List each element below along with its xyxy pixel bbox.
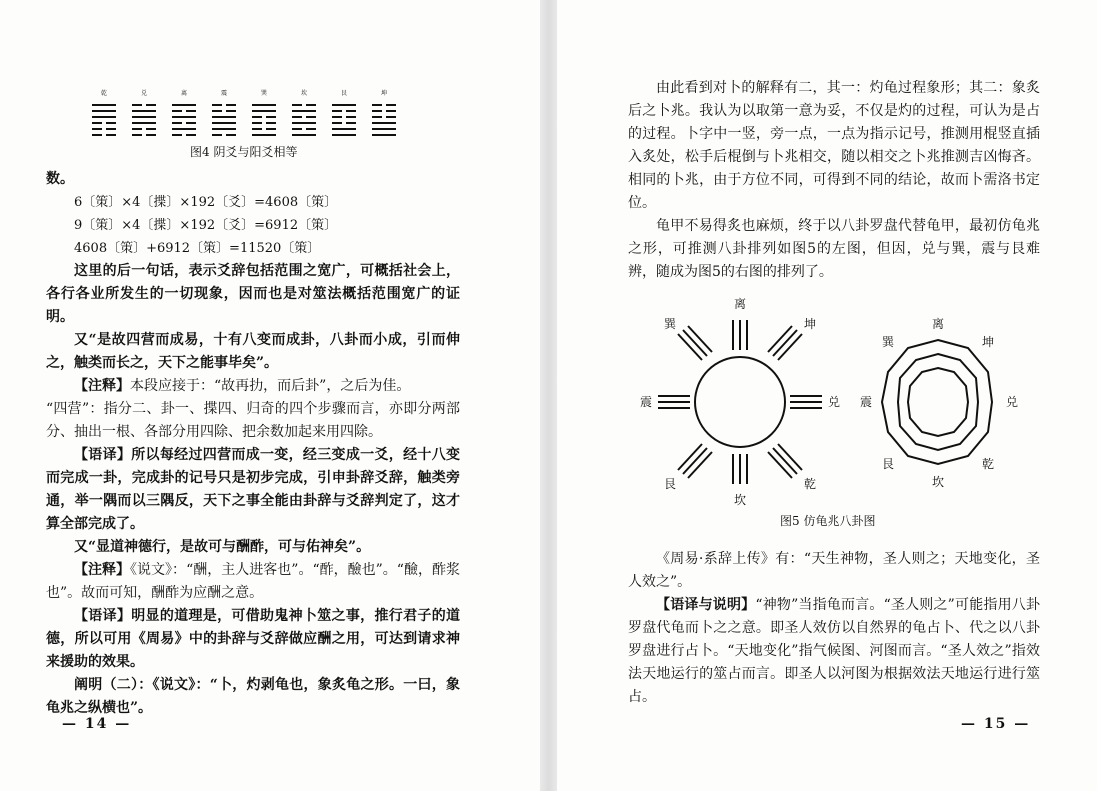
label-top: 离 (733, 297, 747, 311)
left-page (0, 0, 540, 791)
label-br: 乾 (803, 477, 817, 491)
translation-label: 【语译】 (74, 447, 132, 463)
book-gutter (540, 0, 557, 791)
figure-4-caption: 图4 阴爻与阳爻相等 (190, 145, 298, 159)
continuation-line: 数。 (46, 171, 74, 187)
label-bottom: 坎 (733, 493, 747, 507)
hexagram-symbol (212, 104, 236, 140)
label-right: 兑 (1005, 395, 1019, 409)
trigram-label: 巽 (260, 90, 267, 97)
right-bagua-diagram (882, 340, 992, 464)
trigram-label: 兑 (140, 90, 147, 97)
figure-5-tortoise-trigram-diagram (620, 290, 1050, 525)
left-text-block (46, 168, 460, 720)
translation-label: 【语译与说明】 (656, 597, 756, 613)
hexagram-symbol (332, 104, 356, 140)
figure-4-hexagrams (90, 88, 420, 138)
trigram-lines-br (768, 444, 802, 478)
translation-text: 明显的道理是，可借助鬼神卜筮之事，推行君子的道德，所以可用《周易》中的卦辞与爻辞做应酬之用，可达到请求神来援助的效果。 (46, 608, 461, 670)
left-center-circle (695, 357, 785, 447)
label-tl: 巽 (663, 317, 677, 331)
note-label: 【注释】 (74, 562, 131, 578)
translation-label: 【语译】 (74, 608, 132, 624)
trigram-label: 艮 (340, 90, 347, 97)
label-left: 震 (639, 395, 653, 409)
paragraph: 又“是故四营而成易，十有八变而成卦，八卦而小成，引而伸之，触类而长之，天下之能事毕矣”。 (46, 332, 460, 371)
formula-line: 4608〔策〕+6912〔策〕=11520〔策〕 (74, 241, 321, 256)
paragraph: 这里的后一句话，表示爻辞包括范围之宽广，可概括社会上，各行各业所发生的一切现象，因而也是对筮法概括范围宽广的证明。 (46, 263, 460, 325)
trigram-lines-right (790, 396, 822, 408)
translation-text: “神物”当指龟而言。“圣人则之”可能指用八卦罗盘代龟而卜之之意。即圣人效仿以自然界的龟占卜、代之以八卦罗盘进行占卜。“天地变化”指气候图、河图而言。“圣人效之”指效法天地运行的筮占而言。即圣人以河图为根据效法天地运行进行筮占。 (628, 597, 1040, 705)
translation-text: 所以每经过四营而成一变，经三变成一爻，经十八变而完成一卦，完成卦的记号只是初步完成，引申卦辞爻辞，触类旁通，举一隅而以三隅反，天下之事全能由卦辞与爻辞判定了，这才算全部完成了。 (46, 447, 461, 532)
label-left: 震 (859, 395, 873, 409)
trigram-lines-left (658, 396, 690, 408)
hexagram-symbol (252, 104, 276, 140)
formula-line: 6〔策〕×4〔揲〕×192〔爻〕=4608〔策〕 (74, 195, 338, 210)
hexagram-symbol (292, 104, 316, 140)
label-tl: 巽 (881, 335, 895, 349)
trigram-lines-bl (678, 444, 712, 478)
paragraph (628, 594, 1040, 709)
paragraph: “四营”：指分二、卦一、揲四、归奇的四个步骤而言，亦即分两部分、抽出一根、各部分用四除、把余数加起来用四除。 (46, 401, 460, 440)
page-number: — 14 — (62, 716, 132, 732)
label-tr: 坤 (981, 335, 995, 349)
figure-5-caption: 图5 仿龟兆八卦图 (780, 514, 876, 528)
trigram-lines-tl (678, 326, 712, 360)
right-text-block-top (628, 77, 1040, 284)
trigram-lines-tr (768, 326, 802, 360)
trigram-label: 坎 (300, 90, 307, 97)
label-br: 乾 (981, 457, 995, 471)
label-tr: 坤 (803, 317, 817, 331)
label-bl: 艮 (663, 477, 677, 491)
hexagram-symbol (92, 104, 116, 140)
note-label: 【注释】 (74, 378, 130, 394)
paragraph (46, 674, 460, 720)
note-text: 《说文》：“酬，主人进客也”。“酢，醶也”。“醶，酢浆也”。故而可知，酬酢为应酬之意。 (46, 562, 460, 601)
explanation-text: ：《说文》：“卜，灼剥龟也，象炙龟之形。一曰，象龟兆之纵横也”。 (46, 677, 461, 716)
paragraph (46, 444, 460, 536)
paragraph: 《周易·系辞上传》有：“天生神物，圣人则之；天地变化，圣人效之”。 (628, 551, 1040, 590)
formula-line: 9〔策〕×4〔揲〕×192〔爻〕=6912〔策〕 (74, 218, 338, 233)
hexagram-symbol (172, 104, 196, 140)
trigram-lines-top (733, 320, 747, 350)
trigram-label: 坤 (380, 90, 387, 97)
explanation-label: 阐明（二） (74, 677, 139, 693)
paragraph: 又“显道神德行，是故可与酬酢，可与佑神矣”。 (74, 539, 371, 555)
trigram-label: 离 (180, 90, 187, 97)
right-inner-ring (908, 368, 968, 436)
right-text-block-bottom (628, 548, 1040, 709)
hexagram-symbol (132, 104, 156, 140)
note-text: 本段应接于：“故再扐，而后卦”，之后为佳。 (130, 378, 411, 394)
hexagram-symbol (372, 104, 396, 140)
paragraph: 由此看到对卜的解释有二，其一：灼龟过程象形；其二：象炙后之卜兆。我认为以取第一意为妥，不仅是灼的过程，可认为是占的过程。卜字中一竖，旁一点，一点为指示记号，推测用棍竖直插入炙处，松手后棍倒与卜兆相交，随以相交之卜兆推测吉凶悔吝。相同的卜兆，由于方位不同，可得到不同的结论，故而卜需洛书定位。 (628, 80, 1040, 211)
trigram-lines-bottom (733, 454, 747, 484)
paragraph (46, 375, 460, 398)
left-bagua-diagram (658, 320, 822, 484)
label-top: 离 (931, 317, 945, 331)
label-right: 兑 (827, 395, 841, 409)
paragraph: 龟甲不易得炙也麻烦，终于以八卦罗盘代替龟甲，最初仿龟兆之形，可推测八卦排列如图5的左图，但因，兑与巽，震与艮难辨，随成为图5的右图的排列了。 (628, 218, 1040, 280)
label-bottom: 坎 (931, 475, 945, 489)
paragraph (46, 605, 460, 674)
trigram-label: 震 (220, 90, 227, 97)
label-bl: 艮 (881, 457, 895, 471)
page-number: — 15 — (961, 716, 1031, 732)
trigram-label: 乾 (100, 90, 107, 97)
paragraph (46, 559, 460, 605)
